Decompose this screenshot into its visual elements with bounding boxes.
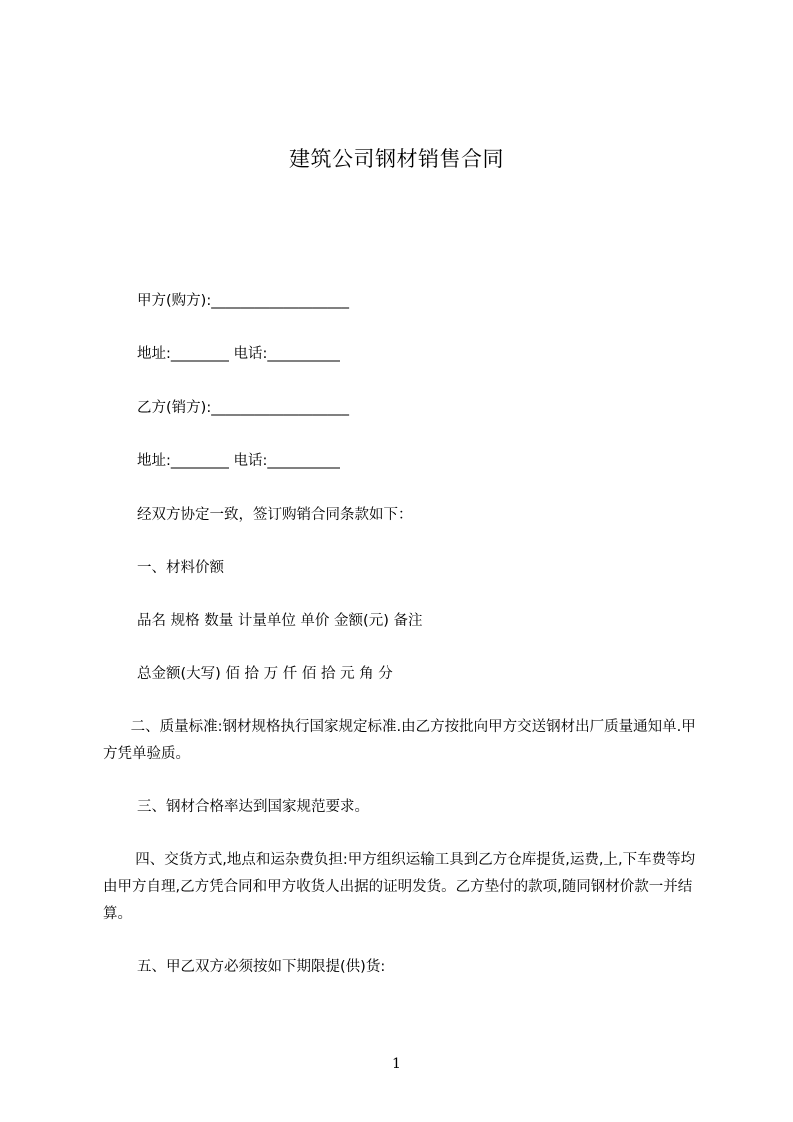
document-title: 建筑公司钢材销售合同 — [289, 147, 504, 171]
section-3-line: 三、钢材合格率达到国家规范要求。 — [137, 799, 369, 815]
party-a-line: 甲方(购方):___________________ — [137, 293, 349, 309]
section-4-paragraph: 四、交货方式,地点和运杂费负担:甲方组织运输工具到乙方仓库提货,运费,上,下车费等均由甲方自理,乙方凭合同和甲方收货人出据的证明发货。乙方垫付的款项,随同钢材价款一并结算。 — [103, 852, 696, 922]
party-a-address-line: 地址:________ 电话:__________ — [137, 346, 340, 362]
section-5-line: 五、甲乙双方必须按如下期限提(供)货: — [137, 959, 386, 975]
section-1-heading: 一、材料价额 — [137, 560, 224, 576]
page-number: 1 — [392, 1056, 401, 1072]
price-table-header: 品名 规格 数量 计量单位 单价 金额(元) 备注 — [137, 613, 423, 629]
total-amount-line: 总金额(大写) 佰 拾 万 仟 佰 拾 元 角 分 — [137, 666, 393, 682]
party-b-line: 乙方(销方):___________________ — [137, 400, 349, 416]
section-2-paragraph: 二、质量标准:钢材规格执行国家规定标准.由乙方按批向甲方交送钢材出厂质量通知单.甲方凭单验质。 — [103, 719, 696, 762]
party-b-address-line: 地址:________ 电话:__________ — [137, 453, 340, 469]
agreement-intro: 经双方协定一致，签订购销合同条款如下： — [137, 507, 413, 523]
